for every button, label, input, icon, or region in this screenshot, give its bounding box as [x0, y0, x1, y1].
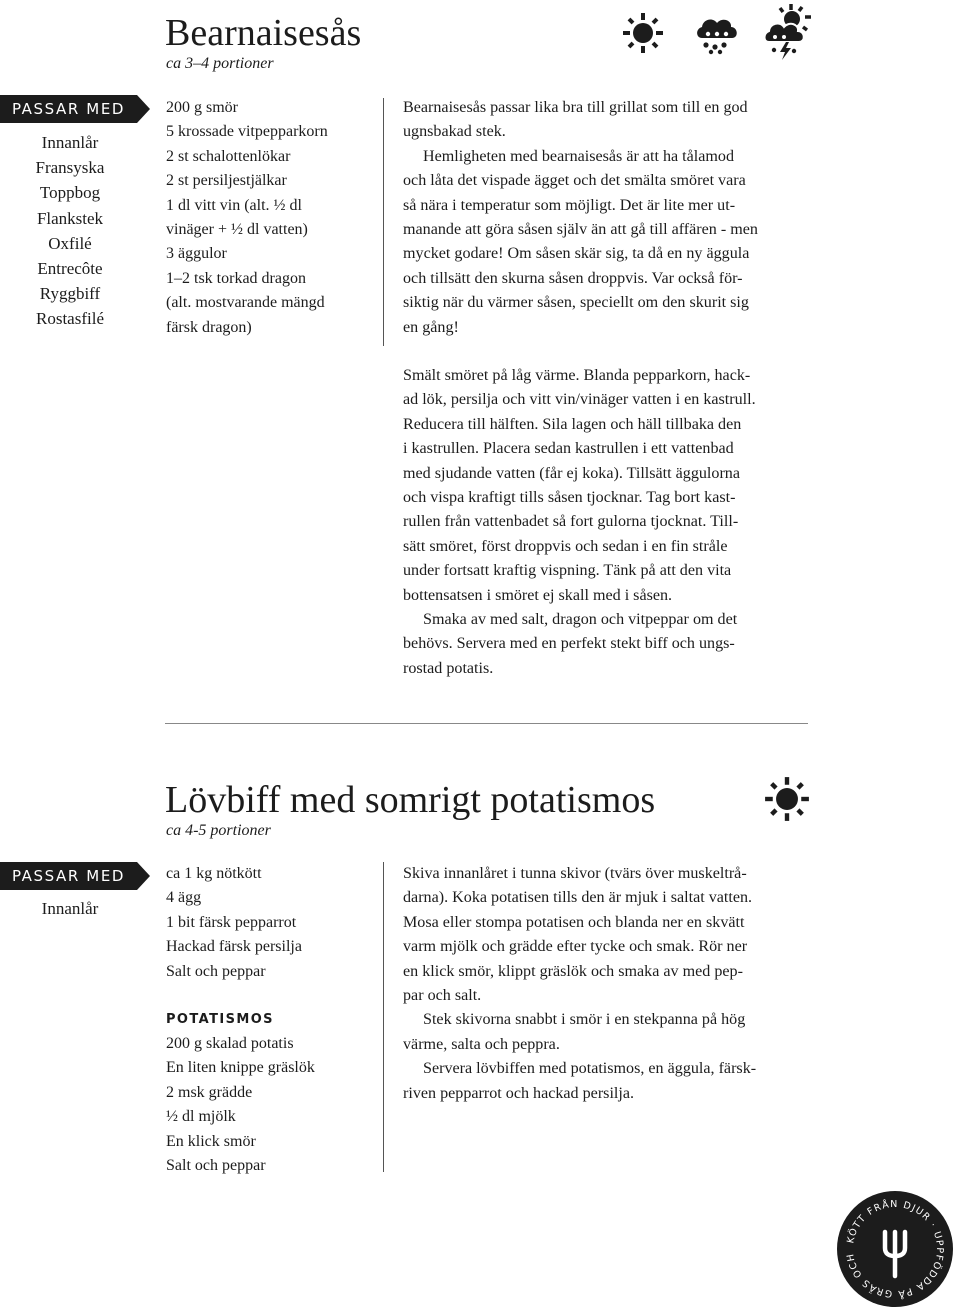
text-line: och vispa kraftigt tills såsen tjocknar. Tag bort kast-: [403, 489, 736, 507]
recipe2-ingredients: [166, 862, 376, 1178]
ingredient: 200 g smör: [166, 99, 238, 116]
text-line: ad lök, persilja och vitt vin/vinäger vatten i en kastrull.: [403, 391, 756, 409]
section-divider: [165, 723, 808, 724]
text-line: par och salt.: [403, 987, 482, 1005]
cut-item: Flankstek: [36, 208, 104, 228]
ingredient: 2 st schalottenlökar: [166, 147, 291, 165]
ingredient: färsk dragon): [166, 318, 252, 336]
text-line: riven pepparrot och hackad persilja.: [403, 1084, 635, 1102]
recipe1-method: [403, 364, 813, 681]
column-divider: [383, 862, 384, 1172]
sun-icon: [622, 12, 664, 54]
ingredient: 1 bit färsk pepparrot: [166, 913, 297, 931]
recipe2-title: Lövbiff med somrigt potatismos: [165, 779, 656, 821]
text-line: Servera lövbiffen med potatismos, en äggula, färsk-: [423, 1060, 757, 1078]
cut-item: Innanlår: [41, 899, 99, 918]
text-line: under fortsatt kraftig vispning. Tänk på att den vita: [403, 562, 732, 580]
column-divider: [383, 98, 384, 346]
ingredient: ca 1 kg nötkött: [166, 865, 262, 882]
ingredient: Salt och peppar: [166, 962, 266, 980]
cut-item: Oxfilé: [48, 233, 92, 253]
recipe1-portions: ca 3–4 portioner: [166, 55, 274, 72]
ingredient: (alt. mostvarande mängd: [166, 294, 325, 312]
ingredient: 2 st persiljestjälkar: [166, 172, 287, 190]
text-line: Mosa eller stompa potatisen och blanda ner en skvätt: [403, 913, 745, 931]
text-line: darna). Koka potatisen tills den är mjuk i saltat vatten.: [403, 889, 753, 907]
text-line: Reducera till hälften. Sila lagen och häll tillbaka den: [403, 415, 742, 433]
spacer: [166, 984, 376, 1008]
text-line: varm mjölk och grädde efter tycke och smak. Rör ner: [403, 938, 748, 956]
text-line: sätt smöret, först droppvis och sedan i en fin stråle: [403, 537, 728, 555]
text-line: Skiva innanlåret i tunna skivor (tvärs över muskeltrå-: [403, 865, 747, 882]
cut-item: Entrecôte: [37, 259, 103, 279]
text-line: manande att göra såsen själv än att gå till affären - men: [403, 221, 758, 239]
arrow-right-icon: [137, 95, 150, 123]
text-line: en gång!: [403, 318, 459, 336]
text-line: ugnsbakad stek.: [403, 123, 506, 141]
ingredient: Salt och peppar: [166, 1157, 266, 1175]
recipe2-portions: ca 4-5 portioner: [166, 822, 271, 839]
recipe1-title: Bearnaisesås: [165, 12, 362, 54]
text-line: rullen från vattenbadet så fort gulorna tjocknat. Till-: [403, 513, 739, 531]
text-line: bottensatsen i smöret ej skall med i såsen.: [403, 586, 673, 604]
text-line: Smaka av med salt, dragon och vitpeppar om det: [423, 611, 738, 629]
recipe2-method: [403, 862, 813, 1106]
ingredient: 4 ägg: [166, 889, 202, 907]
ingredient: ½ dl mjölk: [166, 1108, 236, 1126]
ingredient: Hackad färsk persilja: [166, 938, 302, 956]
thunder-cloud-sun-icon: [763, 4, 811, 60]
ingredient: 200 g skalad potatis: [166, 1035, 294, 1053]
ingredient: vinäger + ½ dl vatten): [166, 221, 308, 239]
cut-item: Ryggbiff: [39, 284, 101, 304]
text-line: värme, salta och peppra.: [403, 1035, 560, 1053]
grass-fed-logo: [831, 1182, 954, 1308]
recipe1-ingredients: [166, 96, 376, 340]
potatismos-subheading: POTATISMOS: [166, 1012, 274, 1028]
cut-item: Rostasfilé: [36, 309, 104, 329]
ingredient: 3 äggulor: [166, 245, 227, 263]
text-line: och låta det vispade ägget och det smälta smöret vara: [403, 172, 746, 190]
cut-item: Toppbog: [39, 183, 101, 203]
ingredient: En klick smör: [166, 1132, 256, 1150]
text-line: med sjudande vatten (får ej koka). Tillsätt äggulorna: [403, 464, 740, 482]
text-line: Hemligheten med bearnaisesås är att ha tålamod: [423, 147, 735, 165]
text-line: mycket godare! Om såsen skär sig, ta då en ny äggula: [403, 245, 750, 263]
text-line: siktig när du värmer såsen, speciellt om den skurit sig: [403, 294, 749, 312]
ingredient: 2 msk grädde: [166, 1083, 253, 1101]
ingredient: 1 dl vitt vin (alt. ½ dl: [166, 196, 302, 214]
ingredient: En liten knippe gräslök: [166, 1059, 315, 1077]
ingredient: 5 krossade vitpepparkorn: [166, 123, 328, 141]
text-line: så nära i temperatur som möjligt. Det är lite mer ut-: [403, 196, 736, 214]
cut-item: Innanlår: [41, 133, 99, 152]
text-line: en klick smör, klippt gräslök och smaka av med pep-: [403, 962, 743, 980]
recipe1-cuts-list: [0, 130, 140, 332]
text-line: och tillsätt den skurna såsen droppvis. Var också för-: [403, 269, 743, 287]
rain-cloud-icon: [694, 14, 740, 54]
text-line: Bearnaisesås passar lika bra till grillat som till en god: [403, 99, 748, 116]
passar-med-label: PASSAR MED: [0, 95, 137, 123]
svg-text:KÖTT FRÅN DJUR · UPPFÖDDA PÅ G: KÖTT FRÅN DJUR · UPPFÖDDA PÅ GRÄS OCH ÖRTER: [831, 1182, 946, 1300]
text-line: behövs. Servera med en perfekt stekt biff och ungs-: [403, 635, 735, 653]
text-line: i kastrullen. Placera sedan kastrullen i ett vattenbad: [403, 440, 734, 458]
text-line: Stek skivorna snabbt i smör i en stekpanna på hög: [423, 1011, 746, 1029]
sun-icon: [764, 776, 810, 822]
ingredient: 1–2 tsk torkad dragon: [166, 269, 306, 287]
arrow-right-icon: [137, 862, 150, 890]
cut-item: Fransyska: [35, 158, 105, 178]
recipe1-intro: [403, 96, 813, 340]
text-line: Smält smöret på låg värme. Blanda pepparkorn, hack-: [403, 367, 751, 384]
recipe2-cuts-list: [0, 896, 140, 921]
text-line: rostad potatis.: [403, 659, 494, 677]
passar-med-label: PASSAR MED: [0, 862, 137, 890]
